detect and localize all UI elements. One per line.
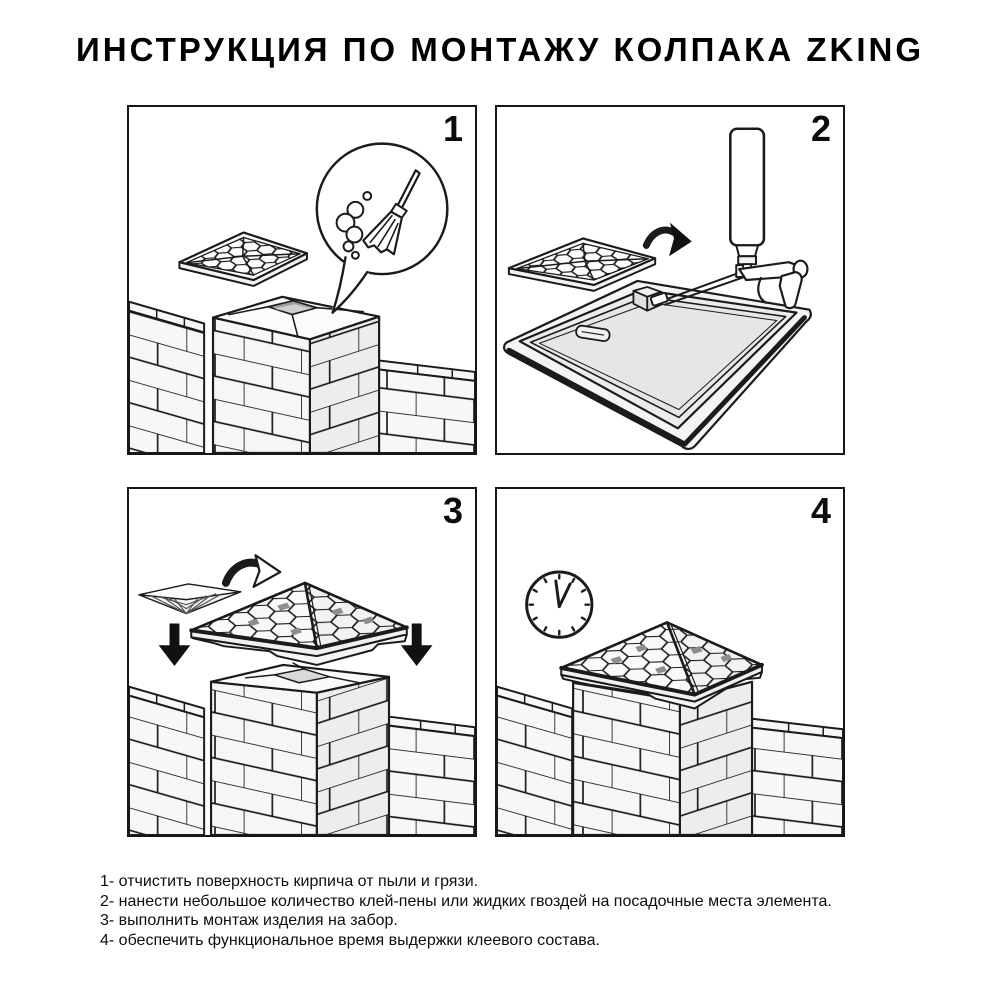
flip-arrow-icon bbox=[646, 223, 691, 257]
panel-step-1 bbox=[127, 105, 477, 455]
illustration-step-3 bbox=[129, 489, 475, 835]
panel-number: 4 bbox=[810, 490, 831, 531]
instruction-steps bbox=[100, 872, 832, 950]
illustration-step-1 bbox=[129, 107, 475, 453]
brick-wall-left bbox=[129, 687, 204, 835]
page-title: ИНСТРУКЦИЯ ПО МОНТАЖУ КОЛПАКА ZKING bbox=[76, 31, 924, 68]
gun-trigger bbox=[758, 278, 766, 303]
brick-pillar-closed bbox=[211, 663, 389, 835]
panel-number: 1 bbox=[442, 108, 463, 149]
panel-step-3 bbox=[127, 487, 477, 837]
foam-canister bbox=[730, 129, 764, 246]
step-item: 4- обеспечить функциональное время выдержки клеевого состава. bbox=[100, 931, 600, 949]
panel-step-4 bbox=[495, 487, 845, 837]
step-item: 2- нанести небольшое количество клей-пены или жидких гвоздей на посадочные места элемента. bbox=[100, 892, 832, 910]
panel-number: 2 bbox=[810, 108, 831, 149]
step-item: 1- отчистить поверхность кирпича от пыли и грязи. bbox=[100, 873, 479, 890]
cap-underside bbox=[139, 584, 241, 614]
down-arrow-icon bbox=[159, 623, 191, 666]
brick-wall-left bbox=[497, 687, 572, 835]
flip-arrow-icon bbox=[226, 555, 280, 587]
cap-underside-tray bbox=[504, 281, 811, 449]
clock-icon bbox=[527, 572, 592, 637]
foam-gun-icon bbox=[650, 129, 807, 308]
cap-top-view bbox=[179, 233, 307, 286]
panel-step-2 bbox=[495, 105, 845, 455]
brick-wall-left bbox=[129, 302, 204, 453]
illustration-step-2 bbox=[497, 107, 843, 453]
panel-number: 3 bbox=[442, 490, 463, 531]
gun-grip bbox=[780, 272, 802, 308]
brick-pillar-open bbox=[213, 297, 379, 453]
step-item: 3- выполнить монтаж изделия на забор. bbox=[100, 912, 398, 929]
illustration-step-4 bbox=[497, 489, 843, 835]
brick-pillar bbox=[573, 682, 752, 835]
